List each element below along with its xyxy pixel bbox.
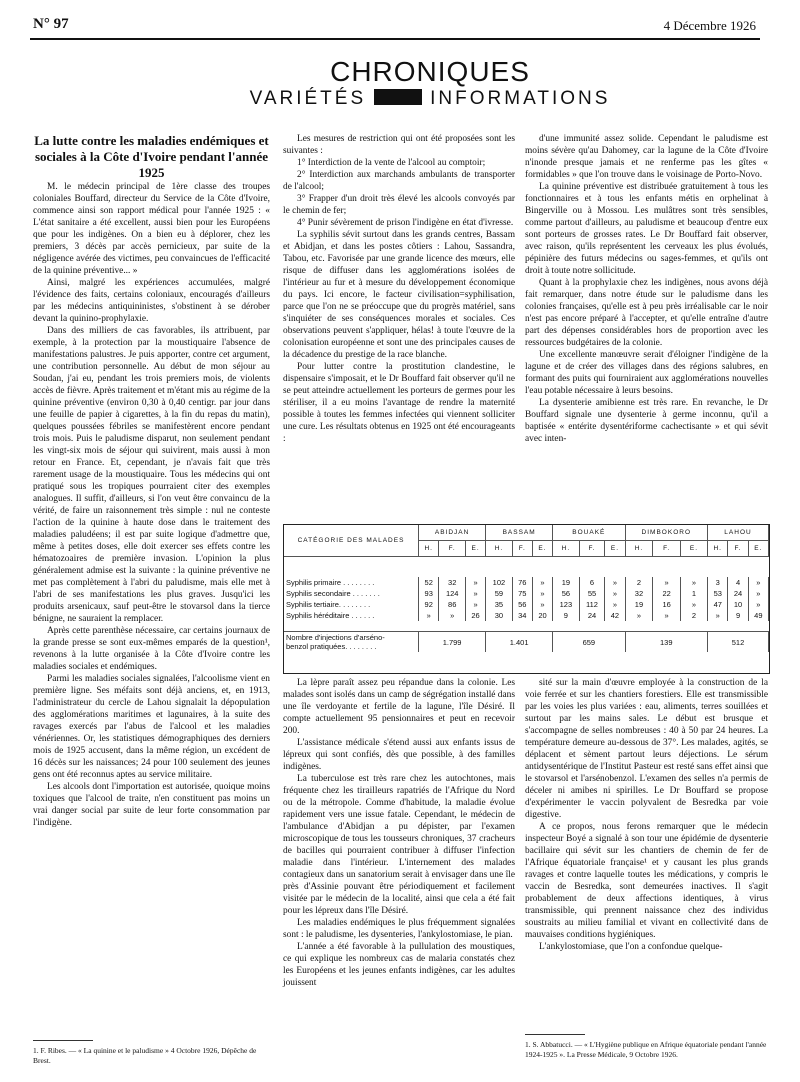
table-sub-header: E. [605, 541, 625, 557]
table-row [284, 610, 769, 621]
paragraph: L'année a été favorable à la pullulation des moustiques, ce qui explique les nombreux cas de malaria constatés chez les Européens et les jeunes enfants indigènes, car les adultes jouissent [283, 942, 515, 988]
paragraph: La tuberculose est très rare chez les autochtones, mais fréquente chez les tirailleurs rapatriés de l'Afrique du Nord ou de la métropole. Comme d'habitude, la maladie évolue rapidement vers une issue fatale. Cependant, le médecin de l'ambulance d'Abidjan a pu dépister, par l'examen microscopique de tous les tousseurs chroniques, 37 cracheurs de bacilles qui pourraient contribuer à diffuser l'infection maladie dans l'intérieur. L'internement des malades contagieux dans un sanatorium serait à envisager dans une île près d'Assinie pouvant être périodiquement et facilement visitée par le médecin de la localité, ainsi que cela a été fait pour les lépreux dans l'île Désiré. [283, 774, 515, 916]
table-cell: 49 [748, 610, 768, 621]
table-cell: 52 [419, 577, 439, 588]
table-cell: » [532, 599, 552, 610]
table-cell: 4 [728, 577, 748, 588]
table-cell: » [465, 599, 485, 610]
table-cell: » [625, 610, 653, 621]
article-title: La lutte contre les maladies endémiques et sociales à la Côte d'Ivoire pendant l'année 1925 [34, 133, 269, 180]
table-cell: 3 [708, 577, 728, 588]
column-c-text [525, 133, 768, 445]
column-a [33, 133, 270, 829]
table-row-label: Syphilis tertiaire. . . . . . . . [284, 599, 419, 610]
subtitle-right: INFORMATIONS [430, 88, 611, 109]
table-cell: 47 [708, 599, 728, 610]
paragraph: La syphilis sévit surtout dans les grands centres, Bassam et Abidjan, et dans les postes côtiers : Lahou, Sassandra, Tabou, etc. Favorisée par une grande licence des mœurs, elle risque de diffuser dans les agglomérations isolées de l'intérieur au fur et à mesure du développement économique du pays. Ici encore, le facteur civilisation=syphilisation, parce que l'on ne se préoccupe que du progrès matériel, sans s'inquiéter de ses conséquences morales et sociales. Ces observations peuvent s'appliquer, hélas! à toute l'œuvre de la colonisation européenne et sont une des principales causes de la décadence du prestige de la race blanche. [283, 230, 515, 360]
paragraph: 2° Interdiction aux marchands ambulants de transporter de l'alcool; [283, 170, 515, 192]
table-sub-header: E. [465, 541, 485, 557]
table-sub-header: H. [486, 541, 513, 557]
paragraph: Une excellente manœuvre serait d'éloigner l'indigène de la lagune et de créer des villages dans des régions salubres, en formant des puits qui fourniraient aux agglomérations nouvelles l'eau potable nécessaire à leurs besoins. [525, 350, 768, 396]
table-row-label: Syphilis héréditaire . . . . . . [284, 610, 419, 621]
paragraph: L'ankylostomiase, que l'on a confondue quelque- [539, 942, 723, 952]
table-cell: 75 [512, 588, 532, 599]
table-cell: 112 [579, 599, 605, 610]
table-cell: 35 [486, 599, 513, 610]
table-cell: 20 [532, 610, 552, 621]
paragraph: Après cette parenthèse nécessaire, car certains journaux de la grande presse se sont eux-mêmes emparés de la question¹, revenons à la lutte organisée à la Côte d'Ivoire contre les maladies sociales et endémiques. [33, 626, 270, 672]
table-cell: » [653, 577, 681, 588]
table-row-label: Nombre d'injections d'arséno- benzol pratiquées. . . . . . . . [284, 632, 419, 653]
column-b [283, 133, 515, 445]
footnote-a: 1. F. Ribes. — « La quinine et le paludisme » 4 Octobre 1926, Dépêche de Brest. [33, 1046, 257, 1065]
paragraph: Les mesures de restriction qui ont été proposées sont les suivantes : [283, 134, 515, 156]
table-row [284, 599, 769, 610]
table-place-header: DIMBOKORO [625, 525, 707, 541]
table-cell: 24 [728, 588, 748, 599]
issue-date: 4 Décembre 1926 [663, 18, 756, 33]
table-sub-header: H. [625, 541, 653, 557]
table-cell: 59 [486, 588, 513, 599]
table-cell: 1.799 [419, 632, 486, 653]
table-sub-header: H. [419, 541, 439, 557]
table-sub-header: F. [653, 541, 681, 557]
lower-column-b [283, 677, 515, 989]
table-row-label: Syphilis secondaire . . . . . . . [284, 588, 419, 599]
table-cell: » [748, 599, 768, 610]
paragraph: Les alcools dont l'importation est autorisée, quoique moins toxiques que l'alcool de traite, n'en constituent pas moins un vrai danger social par suite de leur forte consommation par l'indigène. [33, 782, 270, 828]
table-cell: » [680, 577, 707, 588]
column-a-text [33, 181, 270, 829]
syphilis-table [283, 524, 770, 674]
table-cell: 53 [708, 588, 728, 599]
table-cell: » [532, 588, 552, 599]
table-cell: » [748, 588, 768, 599]
table-cell: » [605, 577, 625, 588]
footnote-c: 1. S. Abbatucci. — « L'Hygiène publique en Afrique équatoriale pendant l'année 1924-1925 ». La Presse Médicale, 9 Octobre 1926. [525, 1040, 767, 1059]
table-cell: 30 [486, 610, 513, 621]
table-place-header: BASSAM [486, 525, 553, 541]
footnote-rule-a [33, 1040, 93, 1041]
table-place-header: BOUAKÉ [553, 525, 625, 541]
paragraph: 1° Interdiction de la vente de l'alcool au comptoir; [297, 158, 486, 168]
table-sub-header: F. [439, 541, 466, 557]
table-cell: » [532, 577, 552, 588]
table-row-label: Syphilis primaire . . . . . . . . [284, 577, 419, 588]
table-cell: » [605, 588, 625, 599]
table-cell: 1 [680, 588, 707, 599]
table-sub-header: F. [728, 541, 748, 557]
table-cell: 24 [579, 610, 605, 621]
paragraph: 4° Punir sévèrement de prison l'indigène en état d'ivresse. [297, 218, 514, 228]
paragraph: Les maladies endémiques le plus fréquemment signalées sont : le paludisme, les dysenteries, l'ankylostomiase, le pian. [283, 918, 515, 940]
table-row [284, 632, 769, 653]
table-cell: 86 [439, 599, 466, 610]
table-cell: » [748, 577, 768, 588]
subtitle-left: VARIÉTÉS [249, 88, 367, 109]
table-cell: 2 [625, 577, 653, 588]
table-sub-header: E. [748, 541, 768, 557]
table-cell: » [680, 599, 707, 610]
table-cell: 42 [605, 610, 625, 621]
table-cell: » [605, 599, 625, 610]
table-cell: 2 [680, 610, 707, 621]
table-header: CATÉGORIE DES MALADES [284, 525, 419, 557]
table-place-header: LAHOU [708, 525, 769, 541]
table-cell: 55 [579, 588, 605, 599]
table-cell: 32 [439, 577, 466, 588]
paragraph: Quant à la prophylaxie chez les indigènes, nous avons déjà fait remarquer, dans notre étude sur le paludisme dans les colonies françaises, qu'elle est à peu près irréalisable car le noir n'est pas encore préparé à l'accepter, et qu'elle entraîne d'autre part des dépenses considérables hors de proportion avec les ressources budgétaires de la colonie. [525, 278, 768, 348]
table-sub-header: F. [579, 541, 605, 557]
table-sub-header: H. [553, 541, 580, 557]
table-cell: 123 [553, 599, 580, 610]
column-b-text [283, 133, 515, 445]
table-sub-header: E. [532, 541, 552, 557]
table-cell: 56 [512, 599, 532, 610]
issue-number: N° 97 [33, 16, 69, 32]
table-cell: » [708, 610, 728, 621]
paragraph: A ce propos, nous ferons remarquer que le médecin inspecteur Boyé a signalé à son tour une épidémie de dysenterie bacillaire qui sévit sur les chantiers de chemin de fer de l'Afrique équatoriale française¹ et y causant les plus grands ravages et contre laquelle toutes les médications, y compris le vaccin de Besredka, sont demeurées inactives. Il s'agit probablement de deux affections identiques, à virus transmissible, qui prennent naissance chez des individus soustraits au milieu familial et vivant en collectivité dans de mauvaises conditions hygiéniques. [525, 822, 768, 940]
table-cell: 76 [512, 577, 532, 588]
table-place-header: ABIDJAN [419, 525, 486, 541]
paragraph: La quinine préventive est distribuée gratuitement à tous les fonctionnaires et à tous les enfants métis en orphelinat à Bingerville ou à Mossou. Les mulâtres sont très sensibles, comme partout d'ailleurs, au paludisme et beaucoup d'entre eux sont porteurs de grosses rates. Le Dr Bouffard fait observer, avec raison, qu'ils représentent les cerveaux les plus évolués, pépinière des futurs médecins ou sages-femmes, et qu'ils ont droit à toute notre sollicitude. [525, 182, 768, 276]
table-cell: 19 [553, 577, 580, 588]
paragraph: Dans des milliers de cas favorables, ils attribuent, par exemple, à la protection par la moustiquaire l'absence de manifestations palustres. Je puis apporter, contre cet argument, une contribution personnelle. Au début de mon séjour au Soudan, j'ai eu, pendant les trois premiers mois, de violents accès de fièvre. Après traitement et m'étant mis au régime de la quinine préventive (environ 0,30 à 0,40 centigr. par jour dans une feuille de papier à cigarettes, à la fin du repas du matin), quelques poussées fébriles se manifestèrent encore pendant trois mois. Puis le paludisme disparut, non seulement pendant les vingt-six mois de séjour qui suivirent, mais aussi à mon retour en France. Et, cependant, je n'avais fait que très rarement usage de la moustiquaire. Tous les médecins qui ont pratiqué sous les tropiques pourraient citer des exemples analogues. Il suffit, d'ailleurs, si l'on veut être convaincu de la vérité, de faire un raisonnement très simple : nul ne conteste l'action de la quinine à haute dose dans le traitement des maladies paludéens; il est par suite logique d'admettre que, même à petites doses, elle doit exercer ses effets contre les hématozoaires de première invasion. L'opinion la plus généralement admise est la suivante : la quinine préventive ne met pas complètement à l'abri du paludisme, mais elle met à l'abri de ses manifestations les plus graves. Jusqu'ici les produits arsenicaux, sauf peut-être le stovarsol dans la tierce bénigne, ne sauraient la remplacer. [33, 326, 271, 624]
table-row [284, 577, 769, 588]
lower-column-c [525, 677, 768, 953]
paragraph: M. le médecin principal de 1ère classe des troupes coloniales Bouffard, directeur du Service de la Côte d'Ivoire, commence ainsi son rapport médical pour l'année 1925 : « L'état sanitaire a été excellent, aussi bien pour les Européens que pour les indigènes. On a bien eu à déplorer, chez les premiers, 3 décès par accès pernicieux, par suite de la négligence avérée des victimes, peu convaincues de l'efficacité de la quinine préventive... » [33, 182, 270, 276]
table-cell: 92 [419, 599, 439, 610]
masthead-logo [374, 89, 422, 105]
table-cell: 19 [625, 599, 653, 610]
header-rule [30, 38, 760, 40]
paragraph: Pour lutter contre la prostitution clandestine, le dispensaire s'imposait, et le Dr Bouffard fait observer qu'il ne se peut atteindre actuellement les porteurs de germes pour les stériliser, il a eu moins l'avantage de rendre la maternité possible à toutes les femmes infectées qui viennent solliciter une cure. Les résultats obtenus en 1925 ont été encourageants : [283, 362, 515, 444]
table-cell: » [439, 610, 466, 621]
table-cell: 26 [465, 610, 485, 621]
table-cell: » [653, 610, 681, 621]
table-sub-header: F. [512, 541, 532, 557]
table-cell: 56 [553, 588, 580, 599]
paragraph: La dysenterie amibienne est très rare. En revanche, le Dr Bouffard signale une dysenterie à germe inconnu, qu'il a baptisée « entérite dysentériforme cachectisante » et qui sévit avec inten- [525, 398, 768, 444]
table-sub-header: E. [680, 541, 707, 557]
paragraph: Ainsi, malgré les expériences accumulées, malgré l'évidence des faits, certains coloniaux, encouragés d'ailleurs par les médecins antiquininistes, s'obstinent à se dérober devant la quinino-prophylaxie. [33, 278, 270, 324]
table-cell: 93 [419, 588, 439, 599]
paragraph: L'assistance médicale s'étend aussi aux enfants issus de lépreux qui sont confiés, dès que possible, à des familles indigènes. [283, 738, 515, 772]
table-cell: 102 [486, 577, 513, 588]
table-cell: » [465, 588, 485, 599]
table-cell: 659 [553, 632, 625, 653]
section-title: CHRONIQUES [330, 56, 530, 87]
paragraph: Parmi les maladies sociales signalées, l'alcoolisme vient en première ligne. Ses méfaits sont déjà anciens, et, en 1913, l'administrateur du cercle de Lahou signalait la dépopulation des agglomérations maritimes et lagunaires, à la suite des ravages exercés par l'abus de l'alcool et les maladies vénériennes. Or, les statistiques démographiques des derniers mois de 1925 accusent, dans la même région, un excédent de 16 décès sur les naissances; 24 pour 100 seulement des jeunes gens ont été reconnus aptes au service militaire. [33, 674, 270, 780]
table-cell: 10 [728, 599, 748, 610]
column-c [525, 133, 768, 445]
table-cell: 1.401 [486, 632, 553, 653]
table-cell: 16 [653, 599, 681, 610]
table-cell: » [419, 610, 439, 621]
table-cell: 6 [579, 577, 605, 588]
section-subtitle [60, 88, 800, 110]
table-row [284, 588, 769, 599]
table-cell: 139 [625, 632, 707, 653]
table-cell: 32 [625, 588, 653, 599]
table-cell: 9 [728, 610, 748, 621]
paragraph: 3° Frapper d'un droit très élevé les alcools convoyés par le chemin de fer; [283, 194, 515, 216]
footnote-rule-c [525, 1034, 585, 1035]
paragraph: d'une immunité assez solide. Cependant le paludisme est moins sévère qu'au Dahomey, car la lagune de la Côte d'Ivoire n'inonde presque jamais et ne renferme pas les gîtes « formidables » que l'on trouve dans le voisinage de Porto-Novo. [525, 134, 768, 180]
table-cell: 124 [439, 588, 466, 599]
paragraph: sité sur la main d'œuvre employée à la construction de la voie ferrée et sur les chantiers forestiers. Elle est transmissible par les voies les plus variées : eau, aliments, terres souillées et surtout par les mains sales. Le début est brusque et s'accompagne de selles nombreuses : 40 à 50 par 24 heures. La température demeure au-dessous de 37°. Les malades, agités, se déplacent et sèment partout leurs déjections. Le sérum antidysentérique de l'Institut Pasteur est resté sans effet ainsi que le stovarsol et l'arsénobenzol. L'examen des selles n'a permis de déceler ni amibes ni spirilles. Le Dr Bouffard se propose d'expérimenter le vaccin polyvalent de Besredka par voie digestive. [525, 678, 768, 820]
table-cell: » [465, 577, 485, 588]
table-cell: 34 [512, 610, 532, 621]
paragraph: La lèpre paraît assez peu répandue dans la colonie. Les malades sont isolés dans un camp de ségrégation installé dans une île verdoyante et fertile de la lagune, l'île Désiré. Il compte actuellement 95 pensionnaires et peut en recevoir 200. [283, 678, 515, 736]
table-cell: 22 [653, 588, 681, 599]
table-sub-header: H. [708, 541, 728, 557]
table-cell: 512 [708, 632, 769, 653]
table-cell: 9 [553, 610, 580, 621]
